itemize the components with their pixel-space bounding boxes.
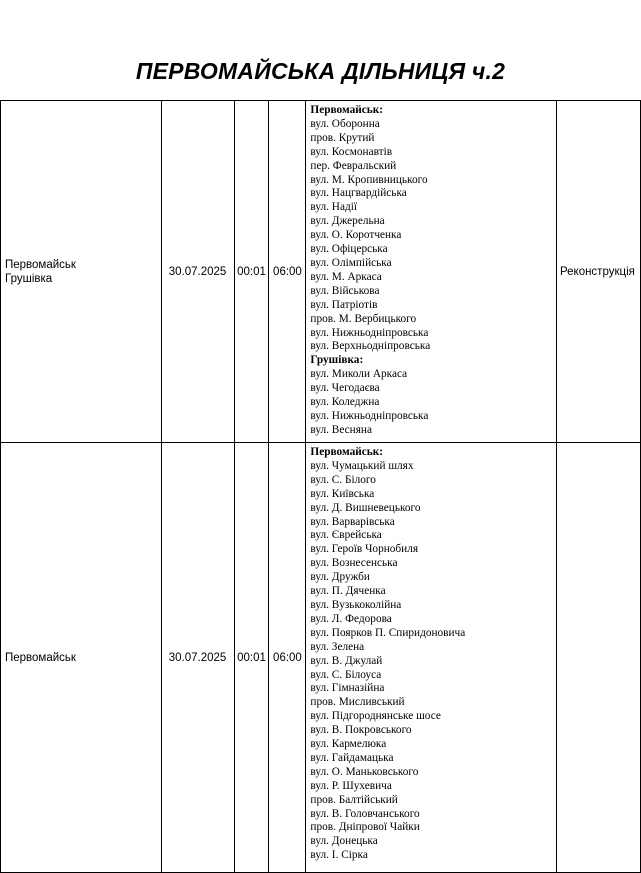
work-type-cell: Реконструкція [556, 101, 640, 443]
table-row [1, 443, 641, 873]
street-item: вул. Нижньодніпровська [310, 409, 429, 422]
street-item: вул. Гайдамацька [310, 751, 394, 764]
street-item: вул. Нижньодніпровська [310, 326, 429, 339]
street-item: вул. Варварівська [310, 515, 395, 528]
settlement-heading: Первомайськ: [310, 446, 383, 458]
street-item: вул. Верхньодніпровська [310, 340, 431, 353]
page-title: ПЕРВОМАЙСЬКА ДІЛЬНИЦЯ ч.2 [135, 58, 506, 84]
street-item: вул. С. Білого [310, 473, 376, 486]
street-item: вул. І. Сірка [310, 849, 368, 862]
settlement-cell [1, 443, 162, 873]
street-item: вул. Патріотів [310, 298, 378, 311]
start-time-cell: 00:01 [234, 443, 269, 873]
street-item: вул. Київська [310, 487, 375, 500]
street-item: вул. О. Коротченка [310, 229, 402, 242]
street-item: вул. Р. Шухевича [310, 779, 392, 792]
street-item: вул. Л. Федорова [310, 612, 392, 625]
start-time-cell: 00:01 [234, 101, 269, 443]
street-item: вул. Поярков П. Спиридоновича [310, 626, 466, 639]
street-item: вул. В. Головчанського [310, 807, 420, 820]
street-item: пер. Февральский [310, 159, 397, 172]
street-item: вул. Д. Вишневецького [310, 501, 421, 514]
settlement-cell [1, 101, 162, 443]
street-item: вул. О. Маньковського [310, 765, 419, 778]
street-item: вул. Чумацький шлях [310, 459, 414, 472]
street-item: вул. Військова [310, 284, 380, 297]
street-item: вул. Кармелюка [310, 738, 387, 751]
date-cell: 30.07.2025 [161, 443, 234, 873]
street-item: вул. Надії [310, 201, 358, 214]
streets-cell [306, 101, 557, 443]
street-item: пров. Крутий [310, 131, 375, 144]
street-item: вул. Офіцерська [310, 243, 388, 256]
street-item: вул. М. Аркаса [310, 270, 382, 283]
date-cell: 30.07.2025 [161, 101, 234, 443]
street-item: вул. Нацгвардійська [310, 187, 407, 200]
street-item: вул. Вознесенська [310, 557, 398, 570]
street-item: вул. Джерельна [310, 215, 385, 228]
street-item: вул. Оборонна [310, 117, 380, 130]
street-item: вул. С. Білоуса [310, 668, 382, 681]
outage-schedule-table [0, 100, 641, 873]
settlement-name: Первомайськ [5, 258, 76, 271]
street-item: вул. Вузькоколійна [310, 598, 402, 611]
end-time-cell: 06:00 [269, 101, 306, 443]
street-item: вул. Весняна [310, 423, 372, 436]
work-type-cell [556, 443, 640, 873]
street-item: вул. Олімпійська [310, 256, 392, 269]
street-item: вул. Коледжна [310, 396, 380, 409]
street-item: пров. М. Вербицького [310, 312, 417, 325]
street-item: вул. Донецька [310, 835, 378, 848]
street-item: вул. Гімназійна [310, 682, 385, 695]
end-time-cell: 06:00 [269, 443, 306, 873]
street-item: вул. М. Кропивницького [310, 173, 428, 186]
street-item: вул. Чегодаєва [310, 382, 380, 395]
streets-cell [306, 443, 557, 873]
street-item: вул. Космонавтів [310, 145, 393, 158]
street-item: вул. В. Джулай [310, 654, 383, 667]
street-item: вул. Дружби [310, 571, 370, 584]
street-item: вул. Зелена [310, 640, 365, 653]
street-item: вул. В. Покровського [310, 724, 412, 737]
settlement-name: Первомайськ [5, 651, 76, 664]
street-item: вул. Підгороднянське шосе [310, 710, 441, 723]
settlement-heading: Грушівка: [310, 354, 364, 367]
street-item: вул. П. Дяченка [310, 585, 386, 598]
street-item: вул. Єврейська [310, 529, 382, 542]
street-item: пров. Дніпрової Чайки [310, 821, 420, 834]
street-item: пров. Мисливський [310, 696, 405, 709]
street-item: пров. Балтійський [310, 793, 398, 806]
settlement-name: Грушівка [5, 272, 53, 285]
settlement-heading: Первомайськ: [310, 104, 383, 116]
street-item: вул. Миколи Аркаса [310, 368, 408, 381]
street-item: вул. Героїв Чорнобиля [310, 543, 419, 556]
table-row [1, 101, 641, 443]
